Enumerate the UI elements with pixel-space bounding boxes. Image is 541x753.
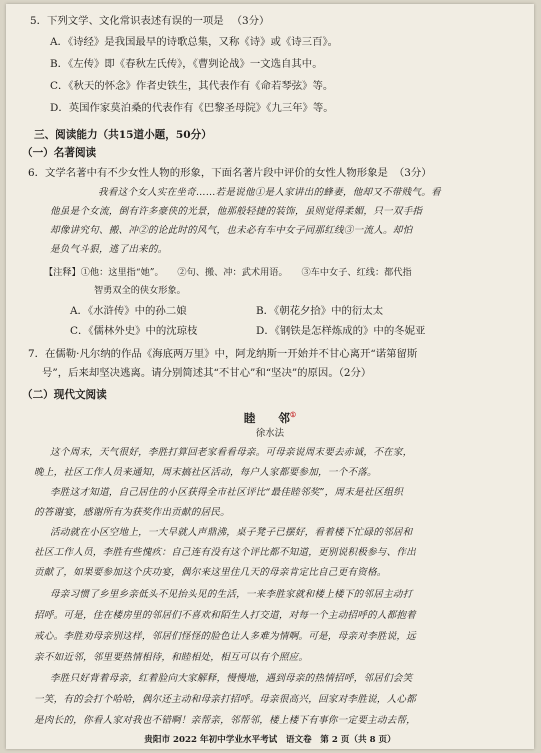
q6-excerpt-line: 我看这个女人实在坐奇……若是说他①是人家讲出的蜂妻，他却又不带贱气。看 bbox=[98, 187, 441, 198]
article-line: 李胜这才知道，自己居住的小区获得全市社区评比“最佳睦邻奖”，周末是社区组织 bbox=[50, 487, 403, 498]
section-title: 三、阅读能力（共15道小题，50分） bbox=[34, 129, 212, 141]
q5-stem: 5．下列文学、文化常识表述有误的一项是 （3分） bbox=[30, 15, 270, 27]
q6-note-line: 【注释】①他：这里指“她”。 ②句、搬、冲：武术用语。 ③车中女子、红线：都代指 bbox=[44, 267, 412, 278]
q5-option-d: D．英国作家莫泊桑的代表作有《巴黎圣母院》《九三年》等。 bbox=[50, 102, 334, 114]
q5-option-c: C．《秋天的怀念》作者史铁生，其代表作有《命若琴弦》等。 bbox=[50, 80, 334, 92]
q5-option-a: A．《诗经》是我国最早的诗歌总集，又称《诗》或《诗三百》。 bbox=[50, 36, 339, 48]
article-line: 活动就在小区空地上，一大早就人声鼎沸，桌子凳子已摆好，看着楼下忙碌的邻居和 bbox=[50, 527, 413, 538]
q7-line: 号”，后来却坚决逃离。请分别简述其“不甘心”和“坚决”的原因。（2分） bbox=[42, 367, 372, 379]
q6-option-d: D．《钢铁是怎样炼成的》中的冬妮亚 bbox=[256, 325, 426, 337]
article-line: 的答谢宴，感谢所有为获奖作出贡献的居民。 bbox=[34, 507, 230, 518]
q6-excerpt-line: 却像讲究句、搬、冲②的论此时的风气，也未必有车中女子同那红线③一流人。却怕 bbox=[50, 225, 413, 236]
article-title: 睦 邻① bbox=[243, 410, 297, 425]
q6-excerpt-line: 是负气斗狠，逃了出来的。 bbox=[50, 244, 168, 255]
article-line: 一笑，有的会打个哈哈，偶尔还主动和母亲打招呼。母亲很高兴，回家对李胜说，人心都 bbox=[34, 694, 416, 705]
page-footer: 贵阳市 2022 年初中学业水平考试 语文卷 第 2 页（共 8 页） bbox=[144, 735, 396, 745]
exam-page bbox=[6, 4, 534, 749]
q6-stem: 6．文学名著中有不少女性人物的形象，下面名著片段中评价的女性人物形象是 （3分） bbox=[28, 167, 432, 179]
article-line: 社区工作人员，李胜有些愧疚：自己连有没有这个评比都不知道，更别说积极参与、作出 bbox=[34, 547, 416, 558]
article-line: 这个周末，天气很好，李胜打算回老家看看母亲。可母亲说周末要去赤诚，不在家， bbox=[50, 447, 413, 458]
article-line: 李胜只好背着母亲，红着脸向大家解释，慢慢地，遇到母亲的热情招呼，邻居们会笑 bbox=[50, 673, 413, 684]
article-line: 贡献了，如果要参加这个庆功宴，偶尔来这里住几天的母亲肯定比自己更有资格。 bbox=[34, 567, 387, 578]
q6-option-c: C．《儒林外史》中的沈琼枝 bbox=[70, 325, 198, 337]
q6-option-a: A．《水浒传》中的孙二娘 bbox=[70, 305, 187, 317]
article-line: 是肉长的，你看人家对我也不错啊！亲帮亲，邻帮邻，楼上楼下有事你一定要主动去帮， bbox=[34, 715, 416, 726]
article-line: 晚上，社区工作人员来通知，周末搞社区活动，每户人家都要参加，一个不落。 bbox=[34, 467, 377, 478]
q6-excerpt-line: 他虽是个女流，倒有许多豪侠的光景，他那般轻捷的装饰，虽则觉得柔媚，只一双手指 bbox=[50, 206, 423, 217]
article-line: 招呼。可是，住在楼房里的邻居们不喜欢和陌生人打交道，对每一个主动招呼的人都抱着 bbox=[34, 610, 416, 621]
q7-line: 7．在儒勒·凡尔纳的作品《海底两万里》中，阿龙纳斯一开始并不甘心离开“诺第留斯 bbox=[28, 348, 418, 360]
article-line: 亲不如近邻，邻里要热情相待，和睦相处，相互可以有个照应。 bbox=[34, 652, 309, 663]
q6-option-b: B．《朝花夕拾》中的衍太太 bbox=[256, 305, 384, 317]
part1-title: （一）名著阅读 bbox=[22, 147, 97, 159]
article-author: 徐水法 bbox=[255, 428, 285, 439]
q6-note-line: 智勇双全的侠女形象。 bbox=[94, 285, 186, 296]
part2-title: （二）现代文阅读 bbox=[22, 389, 107, 401]
article-line: 母亲习惯了乡里乡亲低头不见抬头见的生活，一来李胜家就和楼上楼下的邻居主动打 bbox=[50, 589, 413, 600]
article-line: 戒心。李胜劝母亲别这样，邻居们怪怪的脸色让人多难为情啊。可是，母亲对李胜说，远 bbox=[34, 631, 416, 642]
q5-option-b: B．《左传》即《春秋左氏传》，《曹刿论战》一文选自其中。 bbox=[50, 58, 323, 70]
